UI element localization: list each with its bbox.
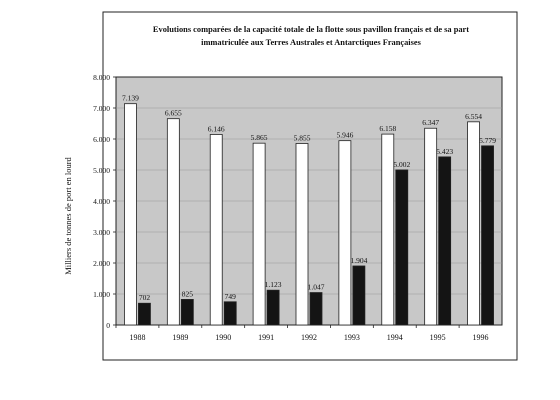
y-tick-label: 5.000	[93, 166, 110, 175]
data-label-taaf: 5.423	[436, 146, 454, 156]
y-tick-label: 7.000	[93, 104, 110, 113]
bar-taaf-share	[353, 266, 365, 325]
bar-total-fleet	[124, 104, 136, 325]
x-tick-label: 1994	[386, 333, 403, 342]
data-label-total: 6.146	[207, 124, 225, 134]
bar-taaf-share	[396, 170, 408, 325]
y-tick-label: 1.000	[93, 290, 110, 299]
bar-total-fleet	[425, 128, 437, 325]
bar-taaf-share	[482, 146, 494, 325]
data-label-taaf: 5.002	[393, 159, 411, 169]
bar-taaf-share	[224, 302, 236, 325]
y-tick-label: 2.000	[93, 259, 110, 268]
x-tick-label: 1990	[215, 333, 232, 342]
data-label-taaf: 1.123	[264, 280, 282, 290]
y-axis-title: Milliers de tonnes de port en lourd	[63, 157, 73, 275]
data-label-total: 7.139	[122, 93, 139, 103]
y-tick-label: 6.000	[93, 135, 110, 144]
bar-taaf-share	[439, 157, 451, 325]
bar-taaf-share	[267, 290, 279, 325]
bar-total-fleet	[210, 134, 222, 325]
y-tick-label: 3.000	[93, 228, 110, 237]
bar-total-fleet	[167, 119, 179, 325]
x-tick-label: 1989	[172, 333, 189, 342]
data-label-total: 5.946	[336, 130, 354, 140]
data-label-total: 6.158	[379, 124, 397, 134]
bar-total-fleet	[253, 143, 265, 325]
data-label-taaf: 825	[181, 289, 193, 299]
data-label-total: 6.554	[465, 111, 482, 121]
y-tick-label: 8.000	[93, 73, 110, 82]
x-tick-label: 1992	[301, 333, 317, 342]
y-tick-label: 0	[106, 321, 110, 330]
data-label-taaf: 702	[138, 293, 151, 303]
data-label-taaf: 749	[224, 291, 236, 301]
data-label-taaf: 5.779	[479, 135, 496, 145]
data-label-total: 6.655	[164, 108, 182, 118]
data-label-total: 5.865	[250, 133, 268, 143]
data-label-total: 6.347	[422, 118, 440, 128]
data-label-total: 5.855	[293, 133, 311, 143]
x-tick-label: 1995	[429, 333, 446, 342]
data-label-taaf: 1.904	[350, 255, 368, 265]
chart-title-line1: Evolutions comparées de la capacité totale de la flotte sous pavillon français et de sa part	[152, 25, 470, 34]
bar-total-fleet	[339, 141, 351, 325]
bar-taaf-share	[310, 293, 322, 325]
x-tick-label: 1991	[258, 333, 275, 342]
y-tick-label: 4.000	[93, 197, 110, 206]
data-label-taaf: 1.047	[307, 282, 325, 292]
bar-total-fleet	[468, 122, 480, 325]
x-tick-label: 1988	[129, 333, 146, 342]
bar-taaf-share	[181, 299, 193, 325]
x-tick-label: 1996	[472, 333, 489, 342]
bar-taaf-share	[138, 303, 150, 325]
x-tick-label: 1993	[343, 333, 360, 342]
bar-total-fleet	[296, 143, 308, 325]
chart-title-line2: immatriculée aux Terres Australes et Antarctiques Françaises	[201, 38, 421, 47]
bar-total-fleet	[382, 134, 394, 325]
